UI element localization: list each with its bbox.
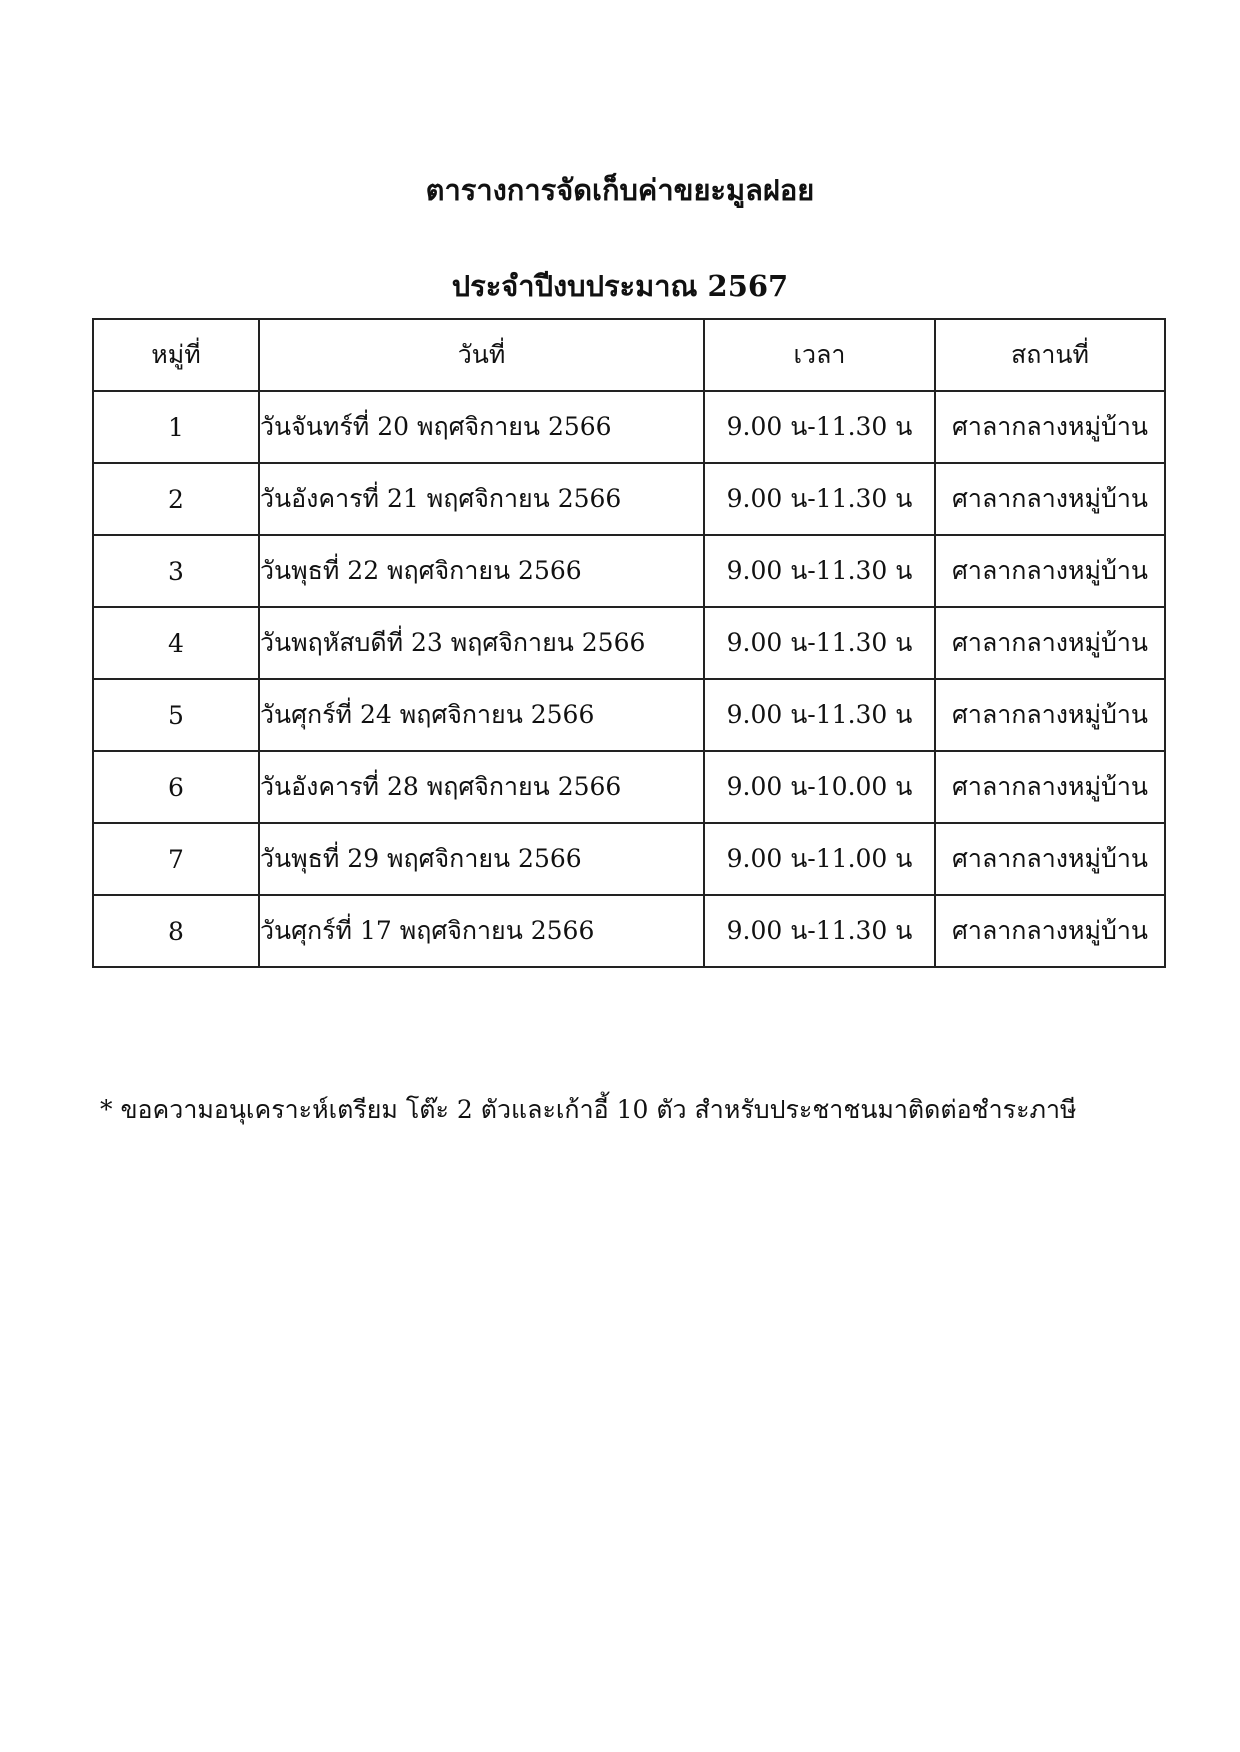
date-cell: วันพุธที่ 29 พฤศจิกายน 2566 [259, 823, 704, 895]
table-row [93, 751, 1165, 823]
place-cell: ศาลากลางหมู่บ้าน [935, 823, 1165, 895]
village-cell: 6 [93, 751, 259, 823]
time-cell: 9.00 น-11.30 น [704, 535, 935, 607]
page-title: ตารางการจัดเก็บค่าขยะมูลฝอย [425, 173, 815, 207]
table-row [93, 535, 1165, 607]
table-header [93, 319, 1165, 391]
table-row [93, 895, 1165, 967]
place-cell: ศาลากลางหมู่บ้าน [935, 391, 1165, 463]
village-cell: 4 [93, 607, 259, 679]
village-cell: 8 [93, 895, 259, 967]
date-cell: วันจันทร์ที่ 20 พฤศจิกายน 2566 [259, 391, 704, 463]
table-row [93, 391, 1165, 463]
table-body [93, 391, 1165, 967]
table-row [93, 679, 1165, 751]
date-cell: วันศุกร์ที่ 17 พฤศจิกายน 2566 [259, 895, 704, 967]
table-row [93, 823, 1165, 895]
time-cell: 9.00 น-11.30 น [704, 607, 935, 679]
place-cell: ศาลากลางหมู่บ้าน [935, 535, 1165, 607]
place-cell: ศาลากลางหมู่บ้าน [935, 463, 1165, 535]
village-cell: 1 [93, 391, 259, 463]
table-row [93, 463, 1165, 535]
place-cell: ศาลากลางหมู่บ้าน [935, 607, 1165, 679]
date-cell: วันอังคารที่ 28 พฤศจิกายน 2566 [259, 751, 704, 823]
column-header-time: เวลา [704, 319, 935, 391]
village-cell: 5 [93, 679, 259, 751]
village-cell: 3 [93, 535, 259, 607]
date-cell: วันศุกร์ที่ 24 พฤศจิกายน 2566 [259, 679, 704, 751]
table-header-row [93, 319, 1165, 391]
date-cell: วันอังคารที่ 21 พฤศจิกายน 2566 [259, 463, 704, 535]
collection-schedule-table [92, 318, 1166, 968]
time-cell: 9.00 น-11.00 น [704, 823, 935, 895]
place-cell: ศาลากลางหมู่บ้าน [935, 751, 1165, 823]
page-subtitle: ประจำปีงบประมาณ 2567 [451, 269, 789, 303]
place-cell: ศาลากลางหมู่บ้าน [935, 895, 1165, 967]
date-cell: วันพุธที่ 22 พฤศจิกายน 2566 [259, 535, 704, 607]
footnote: * ขอความอนุเคราะห์เตรียม โต๊ะ 2 ตัวและเก้าอี้ 10 ตัว สำหรับประชาชนมาติดต่อชำระภาษี [100, 1095, 1077, 1124]
table-row [93, 607, 1165, 679]
village-cell: 2 [93, 463, 259, 535]
village-cell: 7 [93, 823, 259, 895]
time-cell: 9.00 น-11.30 น [704, 679, 935, 751]
time-cell: 9.00 น-11.30 น [704, 391, 935, 463]
time-cell: 9.00 น-11.30 น [704, 463, 935, 535]
time-cell: 9.00 น-11.30 น [704, 895, 935, 967]
place-cell: ศาลากลางหมู่บ้าน [935, 679, 1165, 751]
column-header-date: วันที่ [259, 319, 704, 391]
time-cell: 9.00 น-10.00 น [704, 751, 935, 823]
column-header-village: หมู่ที่ [93, 319, 259, 391]
column-header-place: สถานที่ [935, 319, 1165, 391]
date-cell: วันพฤหัสบดีที่ 23 พฤศจิกายน 2566 [259, 607, 704, 679]
